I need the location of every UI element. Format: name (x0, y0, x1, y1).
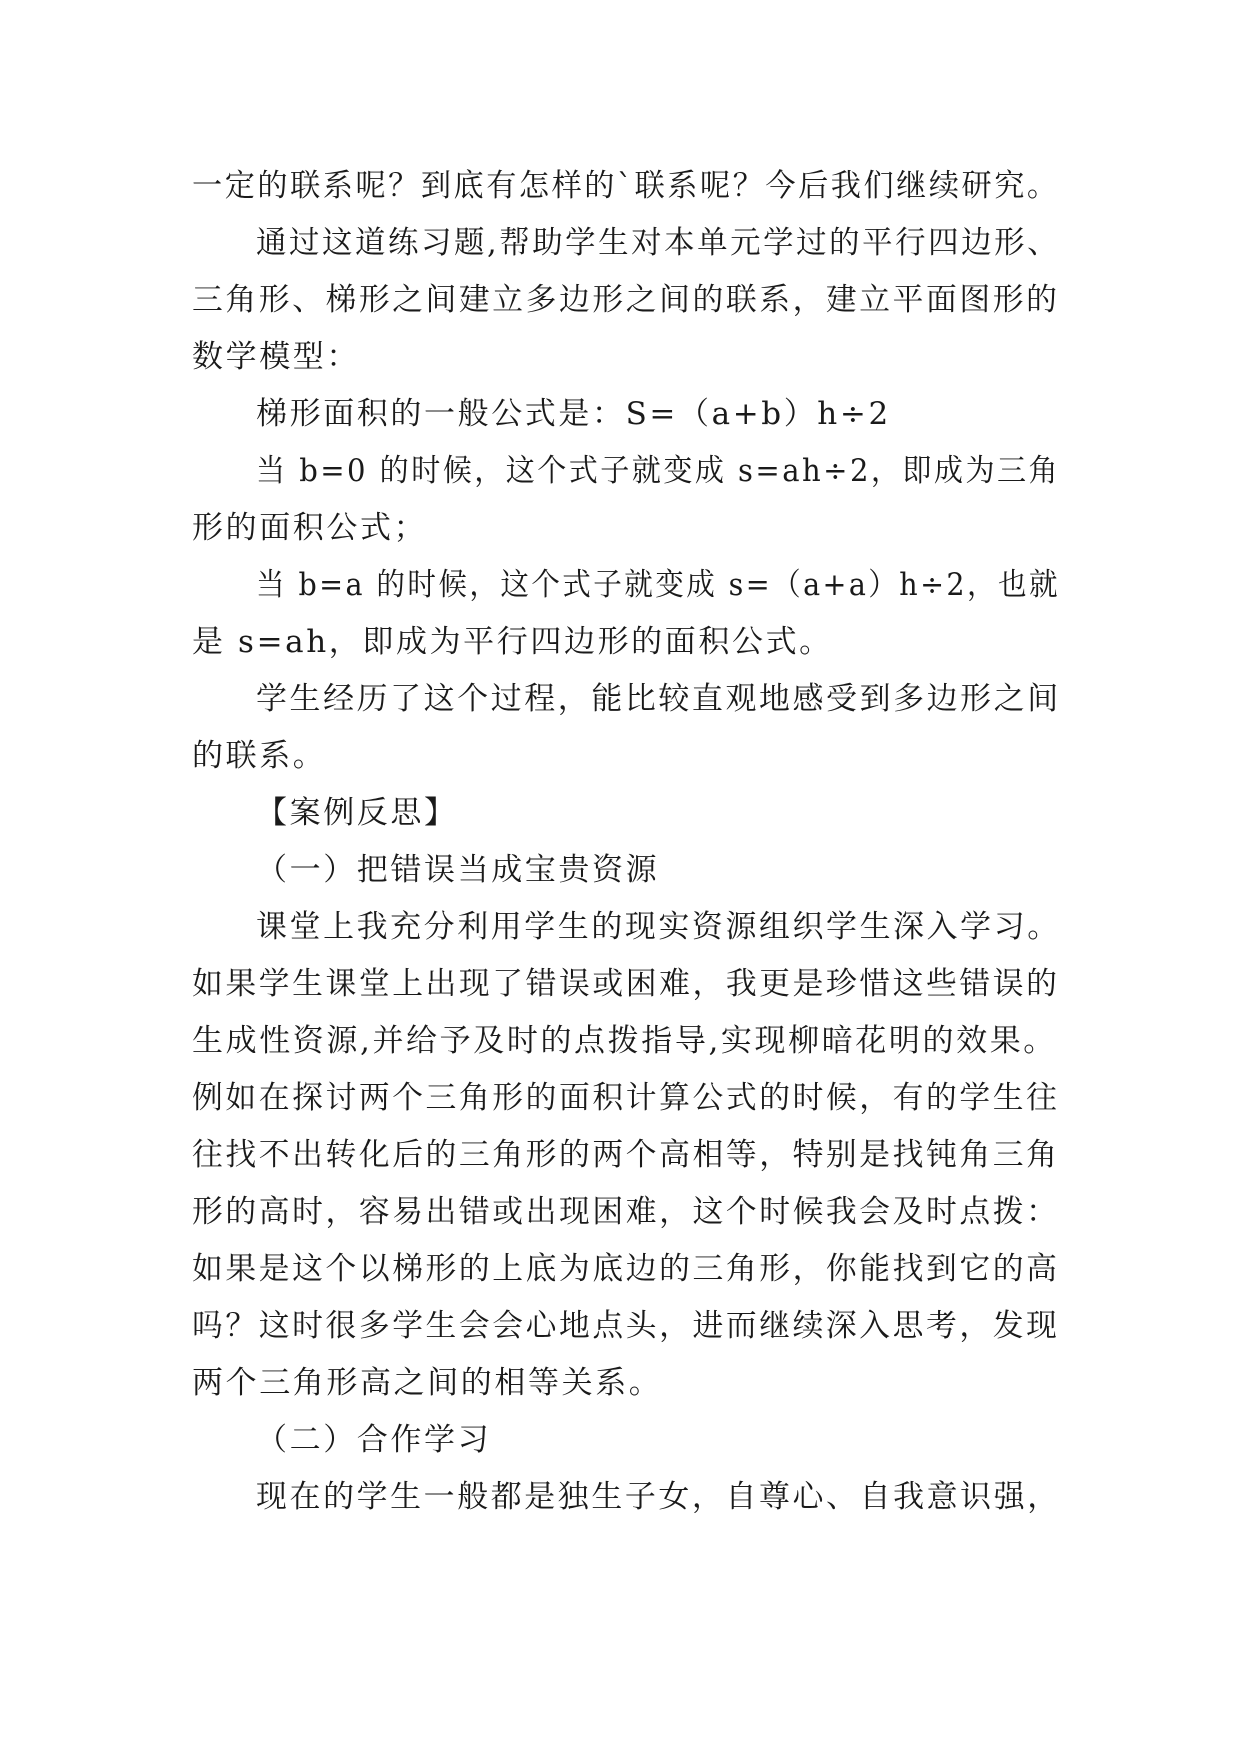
section-heading: 【案例反思】 (256, 795, 458, 831)
formula-line: 梯形面积的一般公式是：S=（a+b）h÷2 (256, 396, 891, 432)
text-line: 当 b=a 的时候，这个式子就变成 s=（a+a）h÷2，也就 (256, 567, 1060, 603)
text-line: 的联系。 (192, 738, 327, 774)
text-line: 现在的学生一般都是独生子女，自尊心、自我意识强， (256, 1479, 1061, 1515)
text-line: 数学模型： (192, 339, 360, 375)
text-line: 学生经历了这个过程，能比较直观地感受到多边形之间 (256, 681, 1061, 717)
text-line: 例如在探讨两个三角形的面积计算公式的时候，有的学生往 (192, 1080, 1060, 1116)
text-line: 当 b=0 的时候，这个式子就变成 s=ah÷2，即成为三角 (256, 453, 1060, 489)
text-line: 两个三角形高之间的相等关系。 (192, 1365, 663, 1401)
subsection-heading: （二）合作学习 (256, 1422, 492, 1458)
subsection-heading: （一）把错误当成宝贵资源 (256, 852, 660, 888)
text-line: 一定的联系呢？到底有怎样的`联系呢？今后我们继续研究。 (192, 168, 1060, 204)
text-line: 是 s=ah，即成为平行四边形的面积公式。 (192, 624, 833, 660)
text-line: 课堂上我充分利用学生的现实资源组织学生深入学习。 (256, 909, 1061, 945)
text-line: 通过这道练习题,帮助学生对本单元学过的平行四边形、 (256, 225, 1061, 261)
text-line: 往找不出转化后的三角形的两个高相等，特别是找钝角三角 (192, 1137, 1060, 1173)
text-line: 如果学生课堂上出现了错误或困难，我更是珍惜这些错误的 (192, 966, 1060, 1002)
text-line: 形的高时，容易出错或出现困难，这个时候我会及时点拨： (192, 1194, 1060, 1230)
text-line: 生成性资源,并给予及时的点拨指导,实现柳暗花明的效果。 (192, 1023, 1057, 1059)
text-line: 形的面积公式； (192, 510, 428, 546)
text-line: 吗？这时很多学生会会心地点头，进而继续深入思考，发现 (192, 1308, 1060, 1344)
text-line: 如果是这个以梯形的上底为底边的三角形，你能找到它的高 (192, 1251, 1060, 1287)
text-line: 三角形、梯形之间建立多边形之间的联系，建立平面图形的 (192, 282, 1060, 318)
